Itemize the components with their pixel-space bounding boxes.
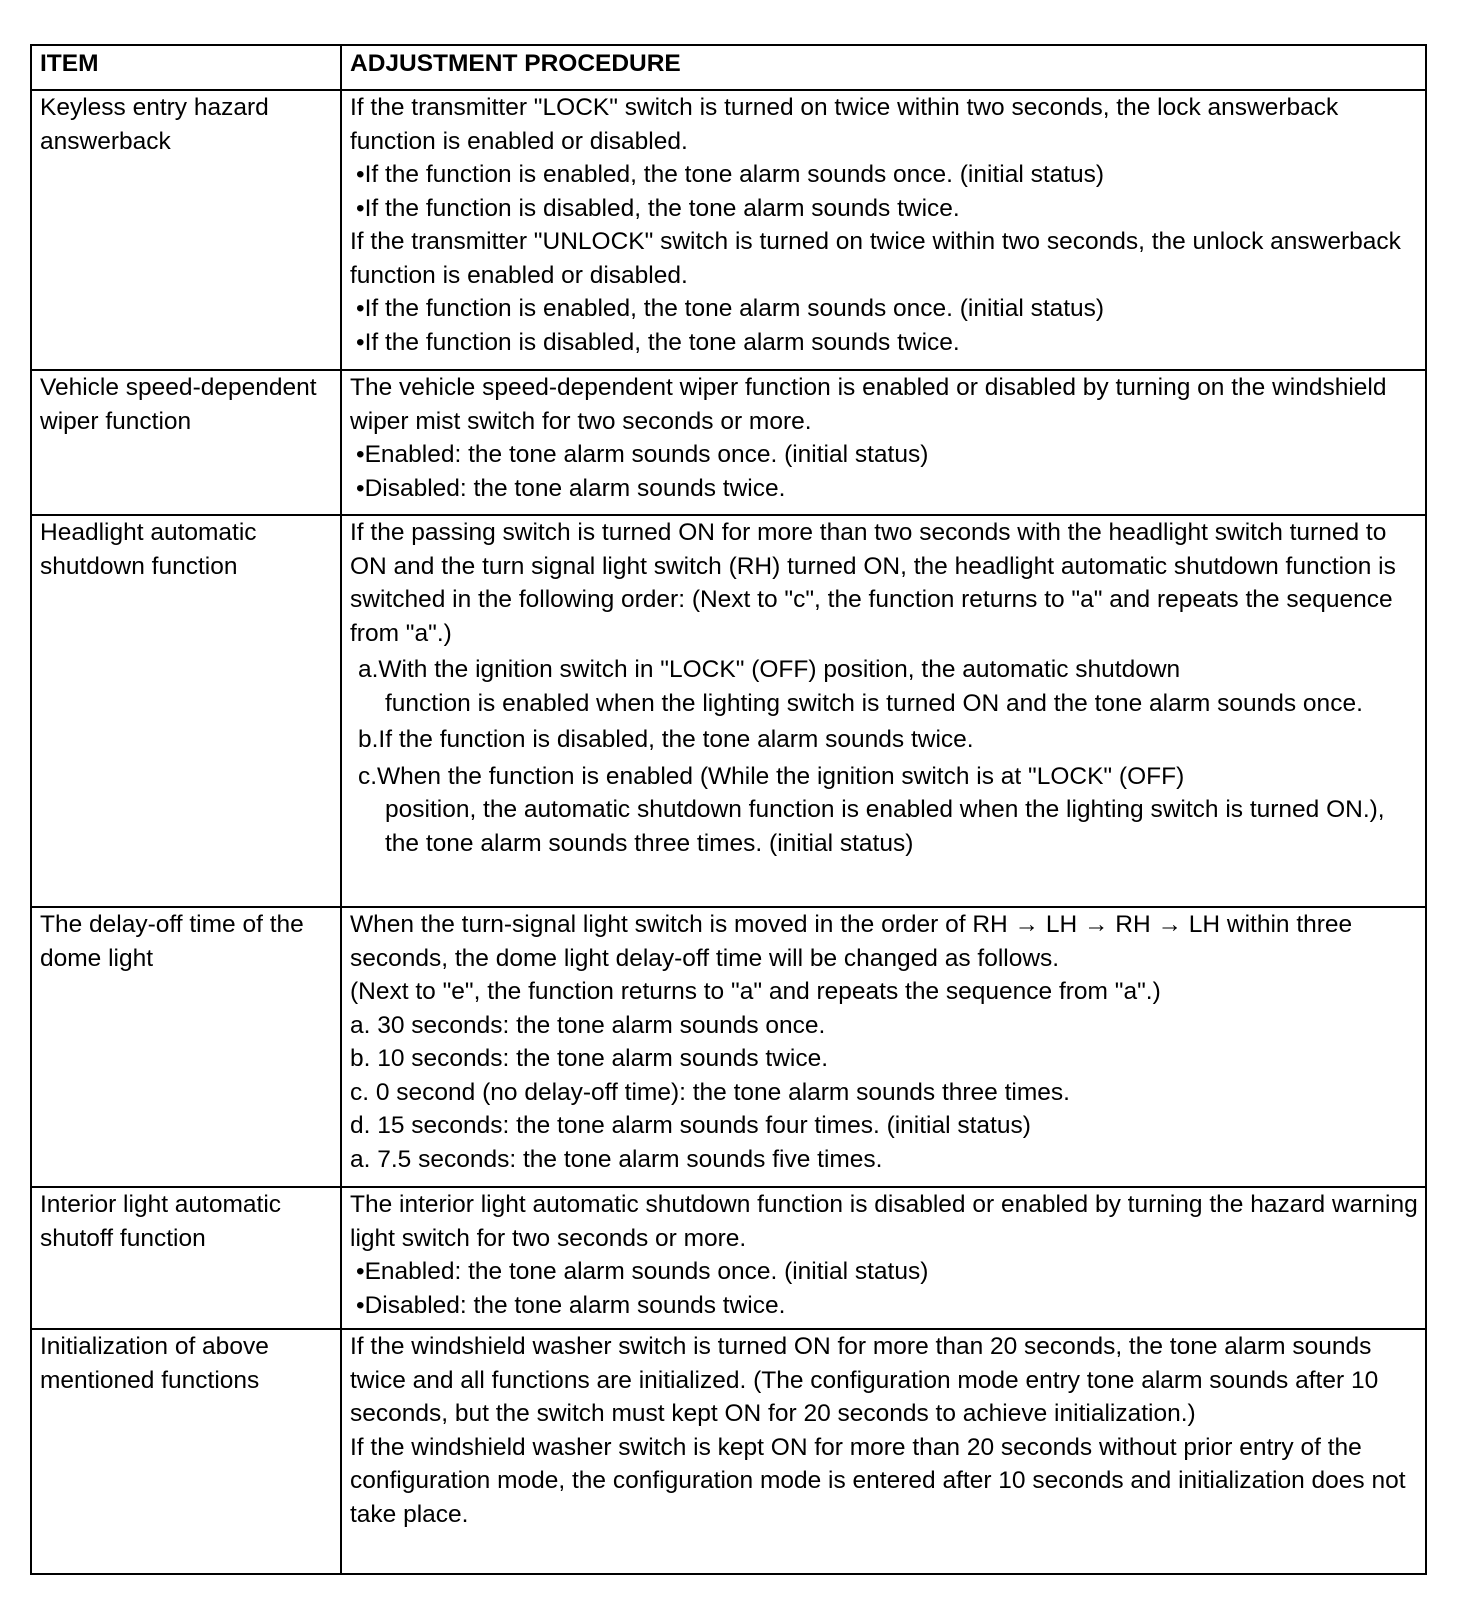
sequence-item-text: c.When the function is enabled (While the ignition switch is at "LOCK" (OFF): [358, 762, 1185, 790]
sequence-item-a: [350, 653, 1419, 720]
item-cell: Interior light automatic shutoff function: [31, 1187, 341, 1329]
sequence-item-continuation: position, the automatic shutdown function is enabled when the lighting switch is turned ON.), the tone alarm sounds three times. (initial status): [385, 796, 1385, 857]
header-adjustment-procedure: ADJUSTMENT PROCEDURE: [341, 45, 1426, 90]
procedure-cell: [341, 1187, 1426, 1329]
sequence-item-continuation: function is enabled when the lighting switch is turned ON and the tone alarm sounds once.: [385, 689, 1363, 717]
bullet-item: •Disabled: the tone alarm sounds twice.: [356, 474, 786, 502]
header-item: ITEM: [31, 45, 341, 90]
sequence-item: a. 30 seconds: the tone alarm sounds once.: [350, 1011, 826, 1039]
sequence-item-c: [350, 760, 1419, 861]
procedure-text: (Next to "e", the function returns to "a" and repeats the sequence from "a".): [350, 978, 1161, 1005]
sequence-item: b. 10 seconds: the tone alarm sounds twice.: [350, 1045, 829, 1072]
bullet-item: •If the function is disabled, the tone alarm sounds twice.: [356, 328, 960, 356]
bullet-item: •Disabled: the tone alarm sounds twice.: [356, 1291, 786, 1319]
item-cell: Headlight automatic shutdown function: [31, 515, 341, 907]
item-cell: Keyless entry hazard answerback: [31, 90, 341, 370]
bullet-item: •If the function is enabled, the tone alarm sounds once. (initial status): [356, 161, 1105, 188]
table-row-wiper-function: [31, 370, 1426, 515]
procedure-text: The interior light automatic shutdown function is disabled or enabled by turning the hazard warning light switch for two seconds or more.: [350, 1191, 1418, 1252]
sequence-item-b: b.If the function is disabled, the tone alarm sounds twice.: [358, 726, 974, 753]
table-row-interior-light-shutoff: [31, 1187, 1426, 1329]
table-row-dome-light-delay: [31, 907, 1426, 1187]
table-row-keyless-entry: [31, 90, 1426, 370]
item-cell: Initialization of above mentioned functions: [31, 1329, 341, 1574]
sequence-item-text: a.With the ignition switch in "LOCK" (OFF) position, the automatic shutdown: [358, 656, 1181, 683]
procedure-cell: [341, 1329, 1426, 1574]
procedure-cell: [341, 907, 1426, 1187]
procedure-text: If the passing switch is turned ON for more than two seconds with the headlight switch turned to ON and the turn signal light switch (RH) turned ON, the headlight automatic shutdown function is switched in the following order: (Next to "c", the function returns to "a" and repeats the sequence from "a".): [350, 519, 1396, 647]
bullet-item: •If the function is enabled, the tone alarm sounds once. (initial status): [356, 295, 1105, 322]
bullet-item: •Enabled: the tone alarm sounds once. (initial status): [356, 441, 929, 468]
sequence-item: d. 15 seconds: the tone alarm sounds four times. (initial status): [350, 1112, 1031, 1139]
bullet-item: •If the function is disabled, the tone alarm sounds twice.: [356, 194, 960, 222]
adjustment-procedure-table: [30, 44, 1427, 1575]
table-row-initialization: [31, 1329, 1426, 1574]
procedure-text: If the transmitter "LOCK" switch is turned on twice within two seconds, the lock answerback function is enabled or disabled.: [350, 94, 1339, 155]
procedure-text: If the transmitter "UNLOCK" switch is turned on twice within two seconds, the unlock answerback function is enabled or disabled.: [350, 228, 1401, 289]
procedure-text: If the windshield washer switch is turned ON for more than 20 seconds, the tone alarm sounds twice and all functions are initialized. (The configuration mode entry tone alarm sounds after 10 seconds, but the switch must kept ON for 20 seconds to achieve initialization.): [350, 1333, 1379, 1427]
bullet-item: •Enabled: the tone alarm sounds once. (initial status): [356, 1258, 929, 1285]
table-row-headlight-shutdown: [31, 515, 1426, 907]
procedure-text: If the windshield washer switch is kept ON for more than 20 seconds without prior entry of the configuration mode, the configuration mode is entered after 10 seconds and initialization does not take place.: [350, 1433, 1406, 1528]
item-cell: The delay-off time of the dome light: [31, 907, 341, 1187]
sequence-item: a. 7.5 seconds: the tone alarm sounds five times.: [350, 1145, 883, 1173]
procedure-cell: [341, 515, 1426, 907]
sequence-item: c. 0 second (no delay-off time): the tone alarm sounds three times.: [350, 1078, 1070, 1106]
procedure-cell: [341, 90, 1426, 370]
procedure-text: The vehicle speed-dependent wiper function is enabled or disabled by turning on the windshield wiper mist switch for two seconds or more.: [350, 374, 1387, 435]
procedure-cell: [341, 370, 1426, 515]
table-header-row: [31, 45, 1426, 90]
procedure-text: When the turn-signal light switch is moved in the order of RH → LH → RH → LH within three seconds, the dome light delay-off time will be changed as follows.: [350, 911, 1353, 972]
item-cell: Vehicle speed-dependent wiper function: [31, 370, 341, 515]
